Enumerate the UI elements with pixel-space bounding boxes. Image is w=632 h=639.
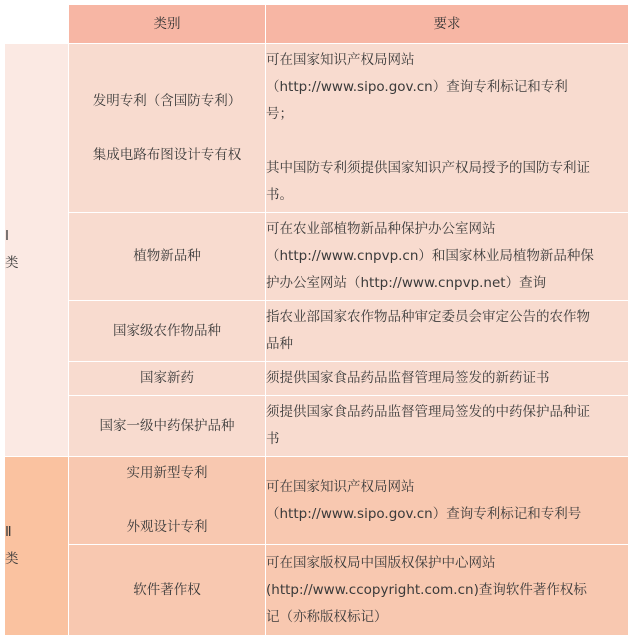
requirement-cell-plant-variety: 可在农业部植物新品种保护办公室网站 （http://www.cnpvp.cn）和国家林业局植物新品种保 护办公室网站（http://www.cnpvp.net）查询 xyxy=(266,213,629,301)
table-row xyxy=(5,362,629,396)
table-row xyxy=(5,396,629,457)
header-empty-cell xyxy=(5,5,69,44)
table-row xyxy=(5,301,629,362)
category-cell-software-copyright: 软件著作权 xyxy=(69,545,266,636)
category-cell-new-drug: 国家新药 xyxy=(69,362,266,396)
table-row xyxy=(5,44,629,213)
requirement-cell-invention-patent: 可在国家知识产权局网站 （http://www.sipo.gov.cn）查询专利标记和专利 号； 其中国防专利须提供国家知识产权局授予的国防专利证 书。 xyxy=(266,44,629,213)
requirement-cell-crop-variety: 指农业部国家农作物品种审定委员会审定公告的农作物 品种 xyxy=(266,301,629,362)
header-requirement: 要求 xyxy=(266,5,629,44)
table-row xyxy=(5,457,629,545)
requirement-cell-utility-design: 可在国家知识产权局网站 （http://www.sipo.gov.cn）查询专利标记和专利号 xyxy=(266,457,629,545)
table-row xyxy=(5,213,629,301)
category-cell-plant-variety: 植物新品种 xyxy=(69,213,266,301)
table-row xyxy=(5,545,629,636)
header-category: 类别 xyxy=(69,5,266,44)
ip-category-table xyxy=(4,4,629,636)
requirement-cell-new-drug: 须提供国家食品药品监督管理局签发的新药证书 xyxy=(266,362,629,396)
category-cell-crop-variety: 国家级农作物品种 xyxy=(69,301,266,362)
requirement-cell-software-copyright: 可在国家版权局中国版权保护中心网站 (http://www.ccopyright.com.cn)查询软件著作权标 记（亦称版权标记） xyxy=(266,545,629,636)
category-cell-invention-patent: 发明专利（含国防专利） 集成电路布图设计专有权 xyxy=(69,44,266,213)
category-cell-tcm-protection: 国家一级中药保护品种 xyxy=(69,396,266,457)
category-cell-utility-design: 实用新型专利 外观设计专利 xyxy=(69,457,266,545)
requirement-cell-tcm-protection: 须提供国家食品药品监督管理局签发的中药保护品种证 书 xyxy=(266,396,629,457)
class-1-label: Ⅰ 类 xyxy=(5,44,69,457)
class-2-label: Ⅱ 类 xyxy=(5,457,69,636)
header-row xyxy=(5,5,629,44)
